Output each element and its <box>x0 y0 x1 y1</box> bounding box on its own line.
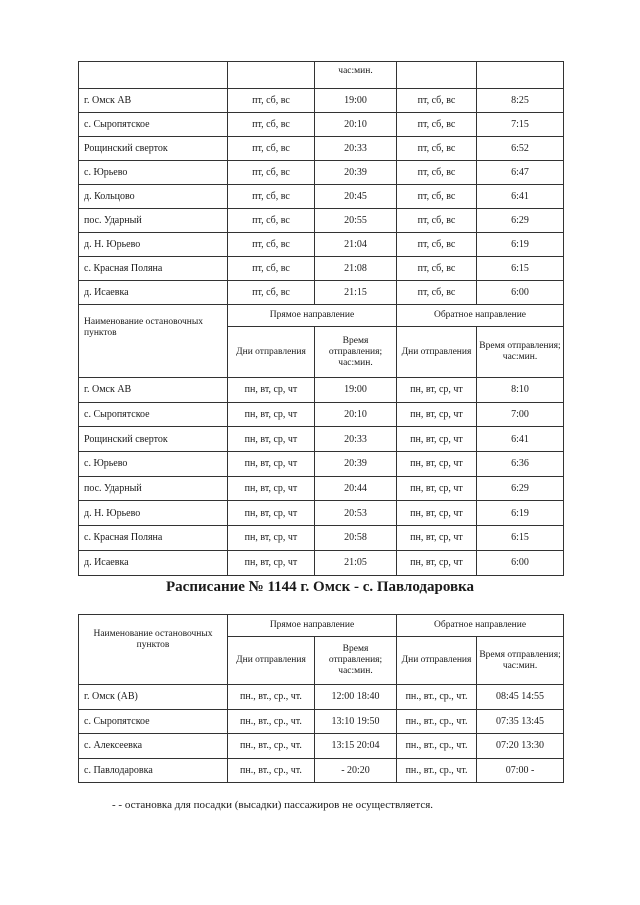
stop-name-cell: с. Павлодаровка <box>79 758 228 783</box>
forward-time-cell: 20:33 <box>315 137 397 161</box>
backward-time-cell: 6:00 <box>477 550 564 575</box>
forward-time-cell: 20:39 <box>315 161 397 185</box>
backward-days-cell: пт, сб, вс <box>397 257 477 281</box>
table-row <box>79 209 564 233</box>
stop-name-cell: г. Омск АВ <box>79 378 228 403</box>
forward-days-cell: пт, сб, вс <box>228 185 315 209</box>
forward-time-cell: 20:53 <box>315 501 397 526</box>
forward-days-cell: пт, сб, вс <box>228 209 315 233</box>
stop-name-cell: д. Исаевка <box>79 281 228 305</box>
time-header: Время отправления; час:мин. <box>315 327 397 378</box>
forward-days-cell: пт, сб, вс <box>228 281 315 305</box>
forward-time-cell: 20:33 <box>315 427 397 452</box>
cell <box>79 62 228 89</box>
backward-time-cell: 6:19 <box>477 501 564 526</box>
backward-days-cell: пн, вт, ср, чт <box>397 402 477 427</box>
forward-time-cell: - 20:20 <box>315 758 397 783</box>
forward-days-cell: пн., вт., ср., чт. <box>228 758 315 783</box>
backward-time-cell: 6:00 <box>477 281 564 305</box>
backward-days-cell: пн, вт, ср, чт <box>397 427 477 452</box>
time-header: Время отправления; час:мин. <box>315 637 397 685</box>
table-row <box>79 526 564 551</box>
time-header: Время отправления; час:мин. <box>477 327 564 378</box>
backward-time-cell: 6:52 <box>477 137 564 161</box>
backward-days-cell: пт, сб, вс <box>397 113 477 137</box>
table-row <box>79 378 564 403</box>
stop-name-cell: Рощинский сверток <box>79 427 228 452</box>
forward-days-cell: пт, сб, вс <box>228 161 315 185</box>
backward-days-cell: пт, сб, вс <box>397 89 477 113</box>
forward-time-cell: 21:15 <box>315 281 397 305</box>
backward-time-cell: 7:00 <box>477 402 564 427</box>
backward-time-cell: 8:10 <box>477 378 564 403</box>
forward-days-cell: пт, сб, вс <box>228 113 315 137</box>
backward-days-cell: пн., вт., ср., чт. <box>397 734 477 759</box>
table-row <box>79 550 564 575</box>
forward-time-cell: 20:45 <box>315 185 397 209</box>
backward-days-cell: пт, сб, вс <box>397 161 477 185</box>
backward-days-cell: пн, вт, ср, чт <box>397 452 477 477</box>
stop-name-cell: д. Исаевка <box>79 550 228 575</box>
schedule-table-1 <box>78 61 564 576</box>
days-header: Дни отправления <box>397 637 477 685</box>
table-row <box>79 257 564 281</box>
backward-time-cell: 7:15 <box>477 113 564 137</box>
backward-time-cell: 6:15 <box>477 526 564 551</box>
backward-days-cell: пн, вт, ср, чт <box>397 501 477 526</box>
forward-time-cell: 13:15 20:04 <box>315 734 397 759</box>
backward-time-cell: 07:35 13:45 <box>477 709 564 734</box>
forward-days-cell: пт, сб, вс <box>228 137 315 161</box>
backward-direction-header: Обратное направление <box>397 615 564 637</box>
cell <box>477 62 564 89</box>
table-row <box>79 685 564 710</box>
stop-name-cell: д. Н. Юрьево <box>79 501 228 526</box>
header-row <box>79 615 564 637</box>
days-header: Дни отправления <box>228 327 315 378</box>
stop-name-cell: д. Н. Юрьево <box>79 233 228 257</box>
table-row <box>79 452 564 477</box>
table-row <box>79 427 564 452</box>
backward-days-cell: пн., вт., ср., чт. <box>397 709 477 734</box>
days-header: Дни отправления <box>397 327 477 378</box>
table-row <box>79 62 564 89</box>
stop-name-cell: г. Омск (АВ) <box>79 685 228 710</box>
backward-time-cell: 07:20 13:30 <box>477 734 564 759</box>
footnote: - - остановка для посадки (высадки) пассажиров не осуществляется. <box>112 799 434 811</box>
backward-time-cell: 6:47 <box>477 161 564 185</box>
table-row <box>79 161 564 185</box>
forward-days-cell: пн, вт, ср, чт <box>228 526 315 551</box>
forward-days-cell: пн, вт, ср, чт <box>228 427 315 452</box>
stop-name-cell: с. Сыропятское <box>79 709 228 734</box>
table-row <box>79 734 564 759</box>
backward-time-cell: 8:25 <box>477 89 564 113</box>
forward-days-cell: пн., вт., ср., чт. <box>228 685 315 710</box>
forward-days-cell: пн, вт, ср, чт <box>228 550 315 575</box>
backward-time-cell: 6:29 <box>477 476 564 501</box>
forward-days-cell: пт, сб, вс <box>228 257 315 281</box>
forward-days-cell: пт, сб, вс <box>228 233 315 257</box>
forward-days-cell: пн, вт, ср, чт <box>228 501 315 526</box>
backward-time-cell: 6:15 <box>477 257 564 281</box>
backward-time-cell: 6:19 <box>477 233 564 257</box>
backward-time-cell: 6:29 <box>477 209 564 233</box>
table-row <box>79 758 564 783</box>
forward-days-cell: пт, сб, вс <box>228 89 315 113</box>
forward-time-cell: 12:00 18:40 <box>315 685 397 710</box>
stop-name-cell: д. Кольцово <box>79 185 228 209</box>
backward-time-cell: 08:45 14:55 <box>477 685 564 710</box>
stop-name-cell: пос. Ударный <box>79 209 228 233</box>
forward-time-cell: 20:58 <box>315 526 397 551</box>
forward-time-cell: 21:05 <box>315 550 397 575</box>
cell <box>228 62 315 89</box>
time-header: Время отправления; час:мин. <box>477 637 564 685</box>
forward-direction-header: Прямое направление <box>228 305 397 327</box>
stop-name-cell: с. Юрьево <box>79 161 228 185</box>
forward-days-cell: пн, вт, ср, чт <box>228 378 315 403</box>
forward-days-cell: пн, вт, ср, чт <box>228 476 315 501</box>
backward-time-cell: 07:00 - <box>477 758 564 783</box>
stop-name-cell: с. Юрьево <box>79 452 228 477</box>
cell <box>397 62 477 89</box>
forward-time-cell: 20:55 <box>315 209 397 233</box>
forward-time-cell: 21:08 <box>315 257 397 281</box>
backward-days-cell: пн., вт., ср., чт. <box>397 685 477 710</box>
forward-days-cell: пн, вт, ср, чт <box>228 452 315 477</box>
stop-name-header: Наименование остановочных пунктов <box>79 615 228 685</box>
backward-days-cell: пт, сб, вс <box>397 281 477 305</box>
table-row <box>79 281 564 305</box>
forward-days-cell: пн, вт, ср, чт <box>228 402 315 427</box>
forward-time-cell: 19:00 <box>315 378 397 403</box>
forward-direction-header: Прямое направление <box>228 615 397 637</box>
table-row <box>79 137 564 161</box>
stop-name-cell: пос. Ударный <box>79 476 228 501</box>
stop-name-cell: с. Алексеевка <box>79 734 228 759</box>
stop-name-cell: Рощинский сверток <box>79 137 228 161</box>
forward-time-cell: 19:00 <box>315 89 397 113</box>
backward-days-cell: пн., вт., ср., чт. <box>397 758 477 783</box>
stop-name-cell: с. Сыропятское <box>79 113 228 137</box>
backward-time-cell: 6:36 <box>477 452 564 477</box>
days-header: Дни отправления <box>228 637 315 685</box>
backward-days-cell: пт, сб, вс <box>397 209 477 233</box>
backward-days-cell: пт, сб, вс <box>397 137 477 161</box>
table-row <box>79 89 564 113</box>
stop-name-cell: г. Омск АВ <box>79 89 228 113</box>
table-row <box>79 233 564 257</box>
cell: час:мин. <box>315 62 397 89</box>
forward-days-cell: пн., вт., ср., чт. <box>228 709 315 734</box>
stop-name-cell: с. Красная Поляна <box>79 526 228 551</box>
table-row <box>79 402 564 427</box>
backward-days-cell: пн, вт, ср, чт <box>397 526 477 551</box>
backward-direction-header: Обратное направление <box>397 305 564 327</box>
forward-time-cell: 13:10 19:50 <box>315 709 397 734</box>
schedule-title: Расписание № 1144 г. Омск - с. Павлодаровка <box>166 579 474 595</box>
forward-time-cell: 20:10 <box>315 402 397 427</box>
header-row <box>79 305 564 327</box>
schedule-table-2 <box>78 614 564 783</box>
backward-days-cell: пн, вт, ср, чт <box>397 378 477 403</box>
table-row <box>79 476 564 501</box>
backward-days-cell: пн, вт, ср, чт <box>397 476 477 501</box>
forward-time-cell: 20:44 <box>315 476 397 501</box>
stop-name-cell: с. Красная Поляна <box>79 257 228 281</box>
forward-time-cell: 20:39 <box>315 452 397 477</box>
table-row <box>79 501 564 526</box>
backward-time-cell: 6:41 <box>477 185 564 209</box>
backward-days-cell: пн, вт, ср, чт <box>397 550 477 575</box>
table-row <box>79 113 564 137</box>
table-row <box>79 709 564 734</box>
forward-time-cell: 21:04 <box>315 233 397 257</box>
backward-days-cell: пт, сб, вс <box>397 233 477 257</box>
table-row <box>79 185 564 209</box>
backward-time-cell: 6:41 <box>477 427 564 452</box>
forward-time-cell: 20:10 <box>315 113 397 137</box>
stop-name-cell: с. Сыропятское <box>79 402 228 427</box>
stop-name-header: Наименование остановочных пунктов <box>79 305 228 378</box>
backward-days-cell: пт, сб, вс <box>397 185 477 209</box>
forward-days-cell: пн., вт., ср., чт. <box>228 734 315 759</box>
